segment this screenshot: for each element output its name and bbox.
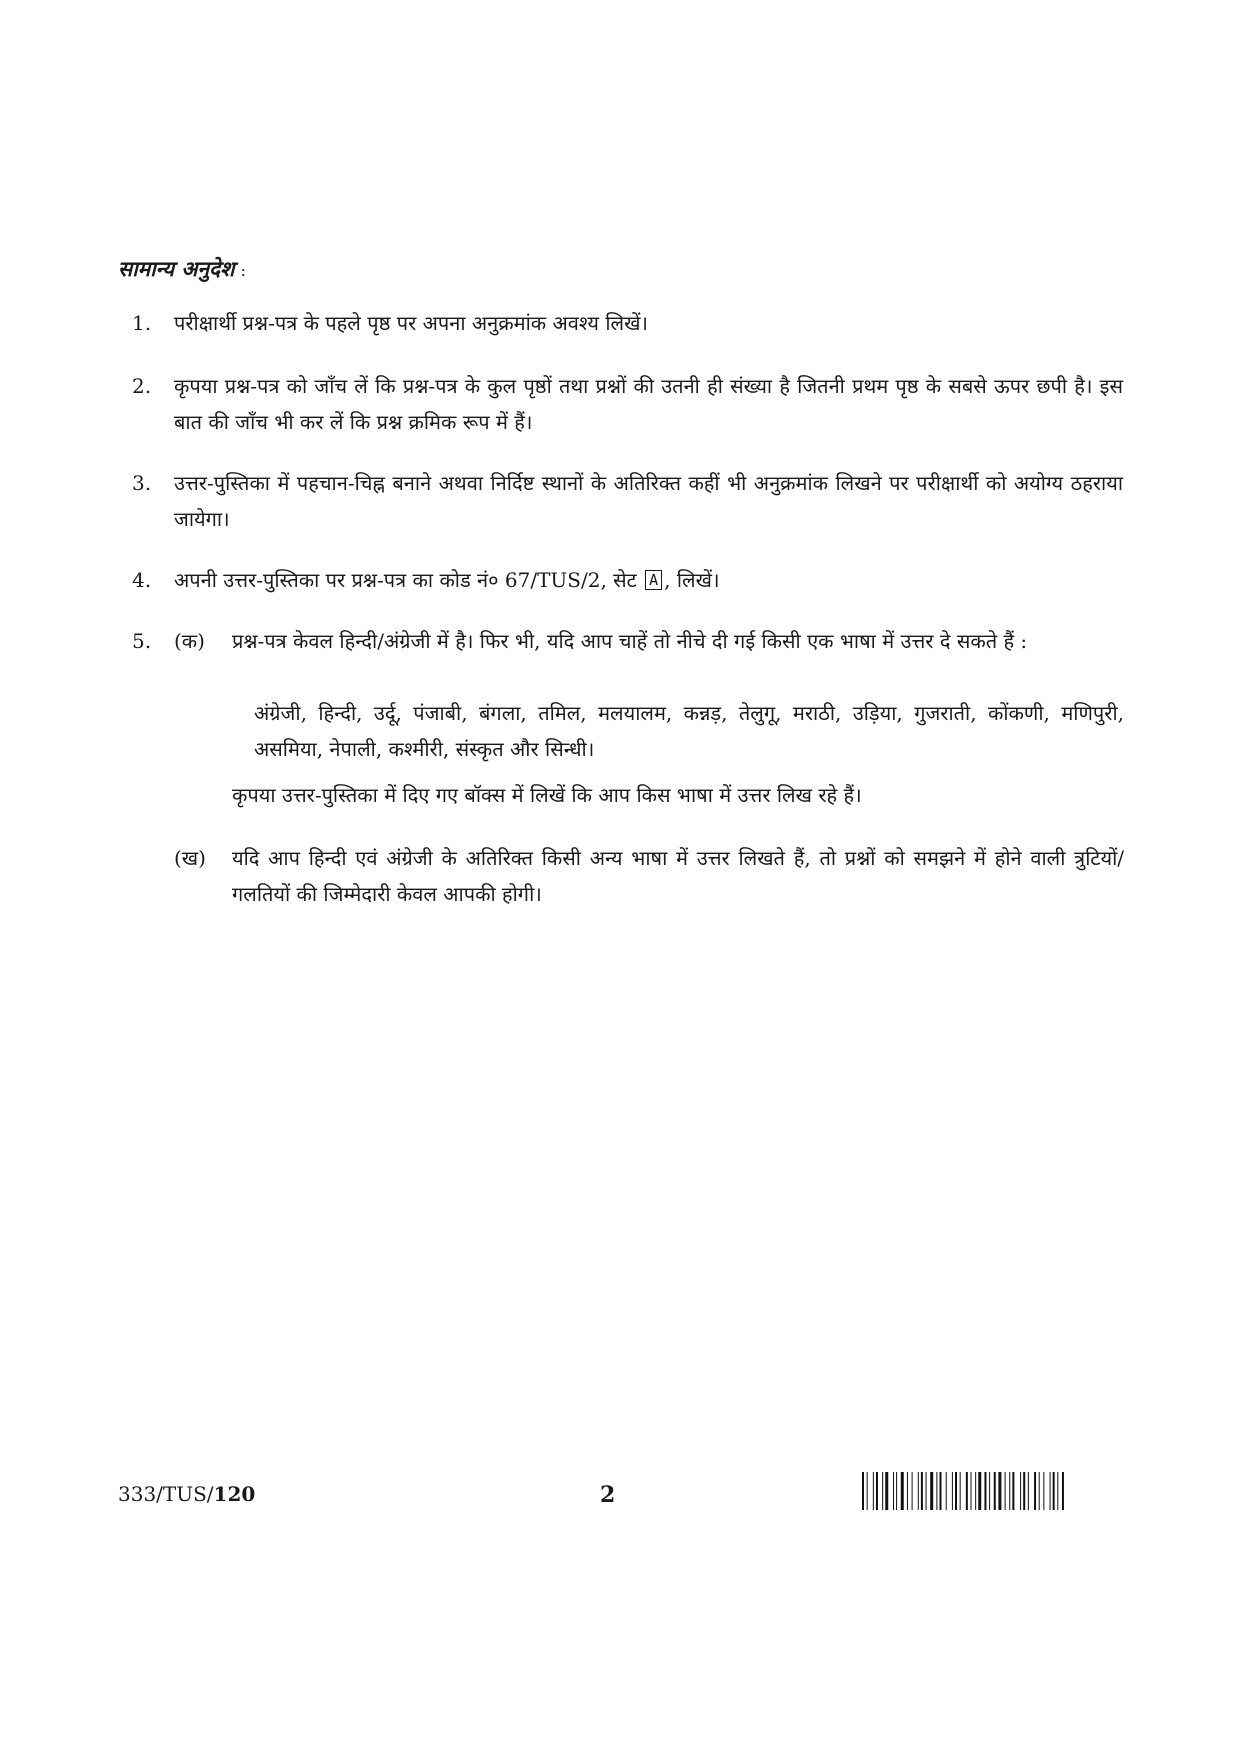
instruction-item-4 bbox=[118, 562, 1123, 598]
item-number: 1. bbox=[132, 311, 152, 335]
barcode-bar bbox=[1053, 1472, 1055, 1510]
sub-item-label: (क) bbox=[174, 629, 205, 653]
language-box-note: कृपया उत्तर-पुस्तिका में दिए गए बॉक्स में लिखें कि आप किस भाषा में उत्तर लिख रहे हैं। bbox=[232, 783, 862, 807]
barcode-bar bbox=[1005, 1472, 1006, 1510]
item-text: उत्तर-पुस्तिका में पहचान-चिह्न बनाने अथवा निर्दिष्ट स्थानों के अतिरिक्त कहीं भी अनुक्रमांक लिखने पर परीक्षार्थी को अयोग्य ठहराया जायेगा। bbox=[174, 471, 1123, 531]
barcode-bar bbox=[1034, 1472, 1036, 1510]
barcode-bar bbox=[918, 1472, 919, 1510]
barcode-bar bbox=[901, 1472, 904, 1510]
general-instructions-heading bbox=[118, 255, 246, 283]
barcode-bar bbox=[1043, 1472, 1044, 1510]
barcode-bar bbox=[952, 1472, 953, 1510]
barcode-bar bbox=[873, 1472, 874, 1510]
barcode-bar bbox=[960, 1472, 961, 1510]
barcode-bar bbox=[978, 1472, 981, 1510]
barcode-bar bbox=[975, 1472, 976, 1510]
instruction-item-2 bbox=[118, 368, 1123, 440]
paper-code-number: 120 bbox=[213, 1482, 256, 1506]
code-instruction-text: अपनी उत्तर-पुस्तिका पर प्रश्न-पत्र का कोड नं० 67/TUS/2, सेट bbox=[174, 568, 637, 592]
item-number: 4. bbox=[132, 568, 152, 592]
sub-item-label: (ख) bbox=[174, 846, 206, 870]
barcode-bar bbox=[1050, 1472, 1051, 1510]
barcode-bar bbox=[998, 1472, 1001, 1510]
item-text: कृपया प्रश्न-पत्र को जाँच लें कि प्रश्न-पत्र के कुल पृष्ठों तथा प्रश्नों की उतनी ही संख्या है जितनी प्रथम पृष्ठ के सबसे ऊपर छपी है। इस बात की जाँच भी कर लें कि प्रश्न क्रमिक रूप में हैं। bbox=[174, 374, 1123, 434]
sub-item-ka bbox=[174, 623, 1124, 659]
barcode-bar bbox=[876, 1472, 878, 1510]
barcode-bar bbox=[867, 1472, 868, 1510]
barcode-bar bbox=[1062, 1472, 1064, 1510]
item-text bbox=[174, 562, 1123, 598]
heading-colon: : bbox=[240, 261, 246, 280]
barcode-bar bbox=[921, 1472, 923, 1510]
barcode-bar bbox=[1039, 1472, 1040, 1510]
instruction-item-1 bbox=[118, 305, 1123, 341]
paper-code-prefix: 333/TUS/ bbox=[118, 1482, 214, 1506]
code-instruction-end: , लिखें। bbox=[664, 568, 720, 592]
page-number: 2 bbox=[600, 1482, 616, 1508]
barcode-bar bbox=[946, 1472, 947, 1510]
barcode-bar bbox=[984, 1472, 986, 1510]
barcode-bar bbox=[994, 1472, 996, 1510]
heading-text: सामान्य अनुदेश bbox=[118, 256, 235, 281]
barcode-bar bbox=[907, 1472, 908, 1510]
barcode-bar bbox=[896, 1472, 897, 1510]
sub-item-text: यदि आप हिन्दी एवं अंग्रेजी के अतिरिक्त किसी अन्य भाषा में उत्तर लिखते हैं, तो प्रश्नों को समझने में होने वाली त्रुटियों/गलतियों की जिम्मेदारी केवल आपकी होगी। bbox=[232, 846, 1124, 906]
sub-item-text: प्रश्न-पत्र केवल हिन्दी/अंग्रेजी में है। फिर भी, यदि आप चाहें तो नीचे दी गई किसी एक भाषा में उत्तर दे सकते हैं : bbox=[232, 629, 1028, 653]
set-letter-box: A bbox=[645, 570, 662, 590]
instruction-item-3 bbox=[118, 465, 1123, 537]
barcode-bar bbox=[1057, 1472, 1058, 1510]
barcode-bar bbox=[1028, 1472, 1029, 1510]
barcode-bar bbox=[971, 1472, 972, 1510]
paper-code bbox=[118, 1482, 255, 1506]
barcode-bar bbox=[966, 1472, 968, 1510]
barcode-bar bbox=[930, 1472, 933, 1510]
item-text: परीक्षार्थी प्रश्न-पत्र के पहले पृष्ठ पर अपना अनुक्रमांक अवश्य लिखें। bbox=[174, 311, 649, 335]
barcode-bar bbox=[912, 1472, 913, 1510]
barcode-bar bbox=[882, 1472, 883, 1510]
barcode-bar bbox=[885, 1472, 888, 1510]
barcode-bar bbox=[1023, 1472, 1025, 1510]
barcode-bar bbox=[955, 1472, 957, 1510]
barcode-bar bbox=[940, 1472, 942, 1510]
barcode-bar bbox=[893, 1472, 894, 1510]
barcode-bar bbox=[862, 1472, 864, 1510]
barcode-bar bbox=[1020, 1472, 1021, 1510]
barcode-bar bbox=[1009, 1472, 1010, 1510]
barcode-bar bbox=[1012, 1472, 1014, 1510]
item-number: 3. bbox=[132, 471, 152, 495]
barcode bbox=[862, 1472, 1124, 1510]
sub-item-kha bbox=[174, 840, 1124, 912]
barcode-bar bbox=[989, 1472, 990, 1510]
item-number: 5. bbox=[132, 629, 152, 653]
barcode-bar bbox=[926, 1472, 927, 1510]
language-list: अंग्रेजी, हिन्दी, उर्दू, पंजाबी, बंगला, तमिल, मलयालम, कन्नड़, तेलुगू, मराठी, उड़िया, गुजराती, कोंकणी, मणिपुरी, असमिया, नेपाली, कश्मीरी, संस्कृत और सिन्धी। bbox=[254, 701, 1124, 761]
barcode-bar bbox=[936, 1472, 937, 1510]
item-number: 2. bbox=[132, 374, 152, 398]
